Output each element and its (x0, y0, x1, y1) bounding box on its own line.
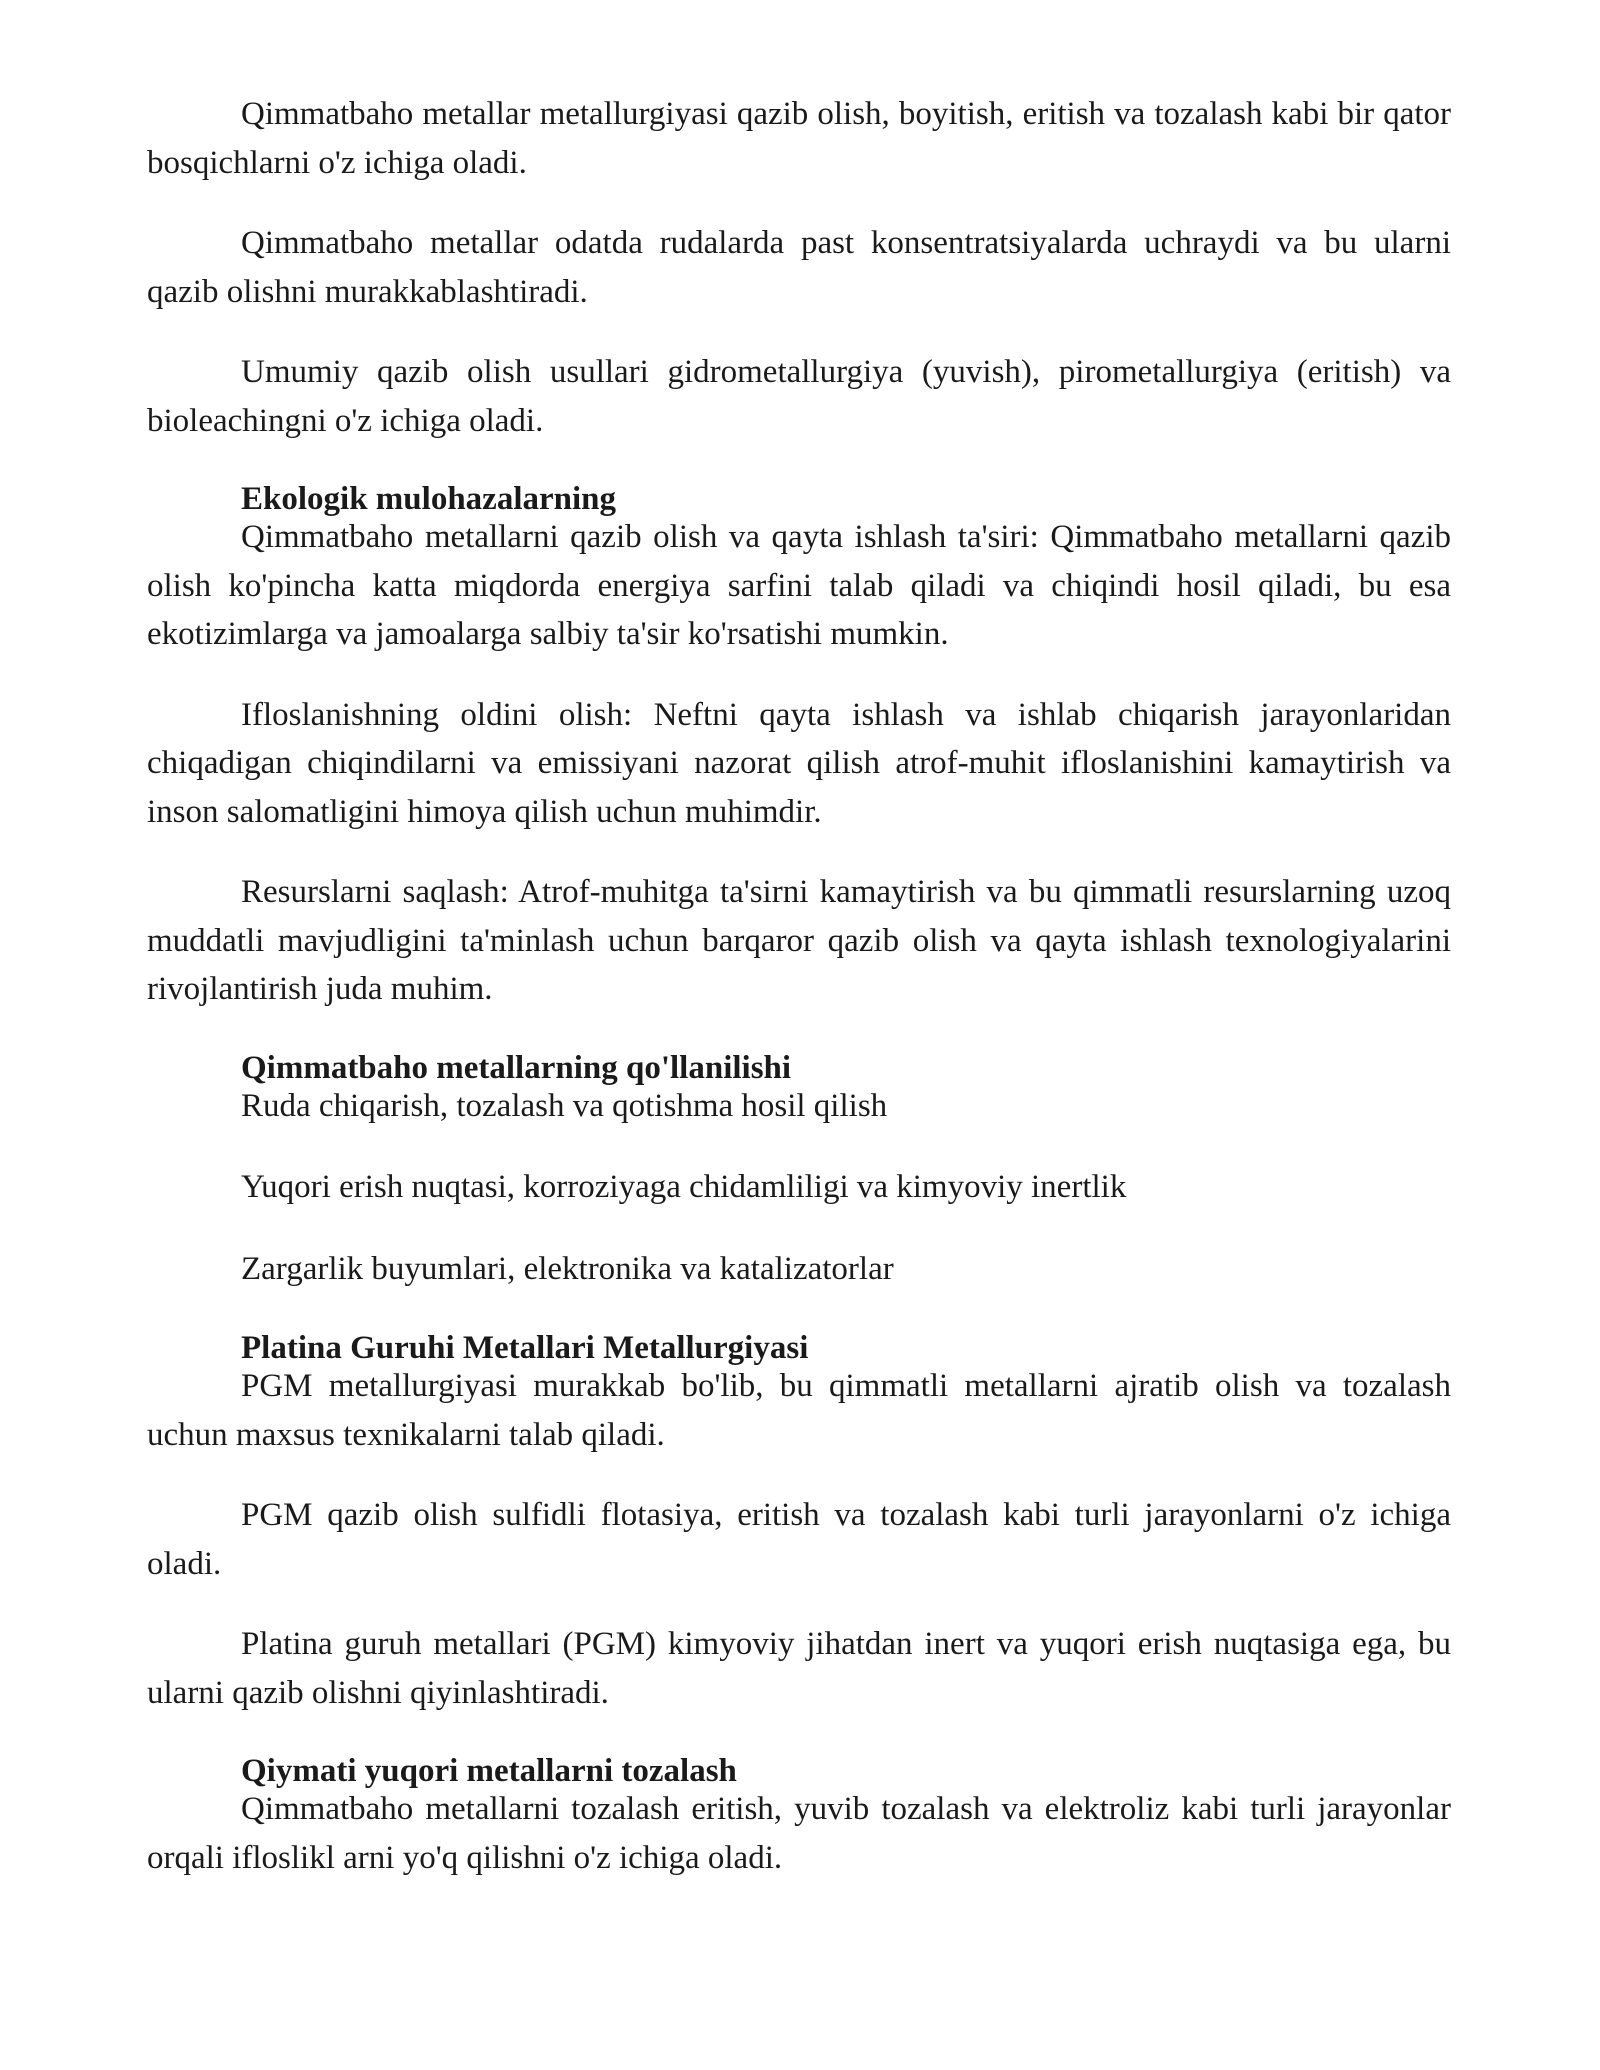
paragraph: Qimmatbaho metallarni tozalash eritish, yuvib tozalash va elektroliz kabi turli jarayonlar orqali ifloslikl arni yo'q qilishni o'z ichiga oladi. (147, 1791, 1451, 1876)
paragraph: Qimmatbaho metallar odatda rudalarda past konsentratsiyalarda uchraydi va bu ularni qazib olishni murakkablashtiradi. (147, 225, 1451, 310)
applications-section (147, 1046, 1451, 1294)
list-item: Zargarlik buyumlari, elektronika va katalizatorlar (241, 1250, 894, 1287)
paragraph: Umumiy qazib olish usullari gidrometallurgiya (yuvish), pirometallurgiya (eritish) va bioleachingni o'z ichiga oladi. (147, 354, 1451, 439)
section-heading: Qimmatbaho metallarning qo'llanilishi (241, 1049, 792, 1086)
paragraph: Ifloslanishning oldini olish: Neftni qayta ishlash va ishlab chiqarish jarayonlaridan chiqadigan chiqindilarni va emissiyani nazorat qilish atrof-muhit ifloslanishini kamaytirish va inson salomatligini himoya qilish uchun muhimdir. (147, 696, 1451, 830)
section-heading: Platina Guruhi Metallari Metallurgiyasi (241, 1330, 809, 1366)
section-heading: Qiymati yuqori metallarni tozalash (241, 1753, 737, 1789)
paragraph: Qimmatbaho metallarni qazib olish va qayta ishlash ta'siri: Qimmatbaho metallarni qazib olish ko'pincha katta miqdorda energiya sarfini talab qiladi va chiqindi hosil qiladi, bu esa ekotizimlarga va jamoalarga salbiy ta'sir ko'rsatishi mumkin. (147, 519, 1451, 652)
intro-section (147, 90, 1451, 445)
pgm-section (147, 1326, 1451, 1717)
document-page (147, 90, 1451, 1914)
list-item: Yuqori erish nuqtasi, korroziyaga chidamliligi va kimyoviy inertlik (241, 1169, 1127, 1205)
list-item: Ruda chiqarish, tozalash va qotishma hosil qilish (241, 1087, 888, 1124)
paragraph: PGM metallurgiyasi murakkab bo'lib, bu qimmatli metallarni ajratib olish va tozalash uchun maxsus texnikalarni talab qiladi. (147, 1368, 1451, 1453)
paragraph: Qimmatbaho metallar metallurgiyasi qazib olish, boyitish, eritish va tozalash kabi bir qator bosqichlarni o'z ichiga oladi. (147, 96, 1451, 181)
refining-section (147, 1749, 1451, 1882)
paragraph: Platina guruh metallari (PGM) kimyoviy jihatdan inert va yuqori erish nuqtasiga ega, bu ularni qazib olishni qiyinlashtiradi. (147, 1626, 1451, 1711)
section-heading: Ekologik mulohazalarning (241, 481, 617, 517)
ecology-section (147, 477, 1451, 1014)
paragraph: Resurslarni saqlash: Atrof-muhitga ta'sirni kamaytirish va bu qimmatli resurslarning uzoq muddatli mavjudligini ta'minlash uchun barqaror qazib olish va qayta ishlash texnologiyalarini rivojlantirish juda muhim. (147, 874, 1451, 1007)
paragraph: PGM qazib olish sulfidli flotasiya, eritish va tozalash kabi turli jarayonlarni o'z ichiga oladi. (147, 1497, 1451, 1582)
